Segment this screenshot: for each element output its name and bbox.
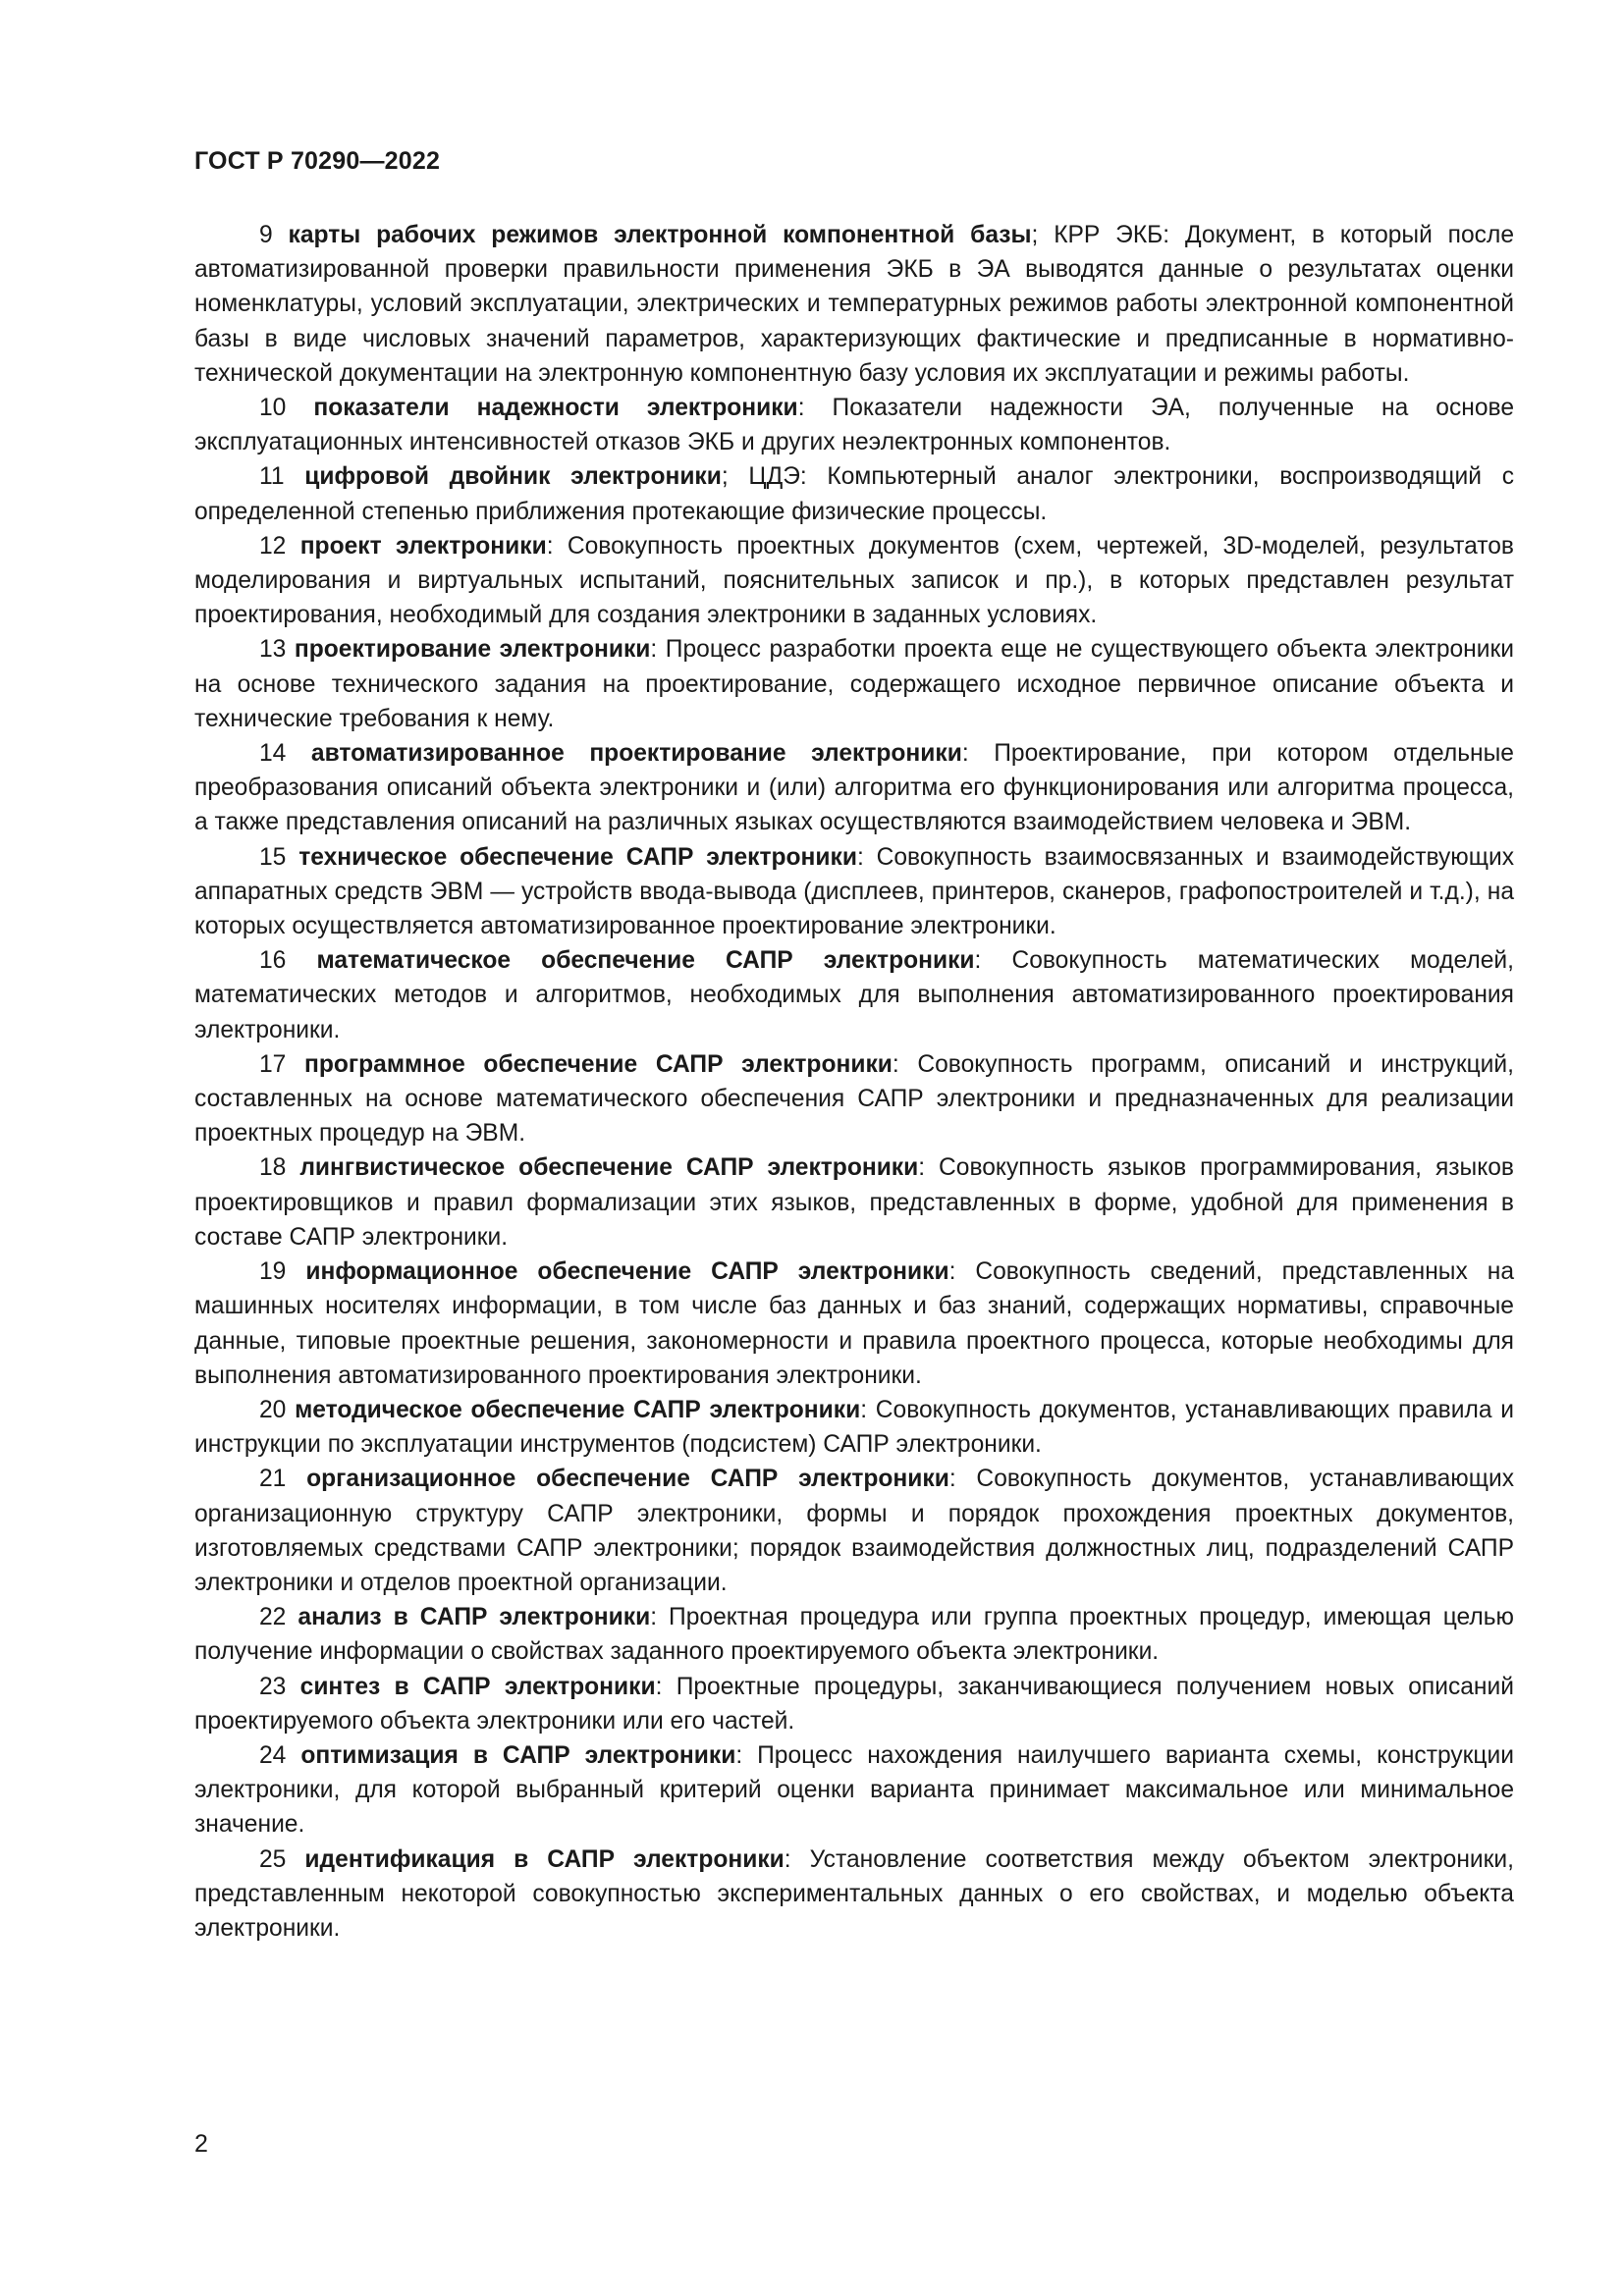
term-entry-14 (194, 736, 1514, 840)
term-entry-11 (194, 459, 1514, 528)
term-number: 9 (259, 222, 273, 248)
term-entry-23 (194, 1670, 1514, 1738)
term-entry-13 (194, 632, 1514, 736)
term-name: организационное обеспечение САПР электроники (306, 1466, 949, 1493)
term-definition: : Совокупность математических моделей, математических методов и алгоритмов, необходимых для выполнения автоматизированного проектирования электроники. (194, 947, 1514, 1043)
term-definition: : Совокупность взаимосвязанных и взаимодействующих аппаратных средств ЭВМ — устройств ввода-вывода (дисплеев, принтеров, сканеров, графопостроителей и т.д.), на которых осуществляется автоматизированное проектирование электроники. (194, 843, 1515, 940)
term-entry-19 (194, 1255, 1514, 1393)
terms-list (194, 218, 1514, 1946)
term-number: 19 (259, 1258, 287, 1286)
term-number: 11 (259, 463, 285, 491)
term-number: 18 (259, 1154, 287, 1182)
term-name: информационное обеспечение САПР электроники (305, 1258, 949, 1286)
term-name: показатели надежности электроники (313, 395, 798, 422)
page-number: 2 (194, 2130, 208, 2158)
term-entry-20 (194, 1393, 1514, 1462)
term-name: математическое обеспечение САПР электроники (316, 947, 975, 975)
term-definition: ; КРР ЭКБ: Документ, в который после автоматизированной проверки правильности применения ЭКБ в ЭА выводятся данные о результатах оценки номенклатуры, условий эксплуатации, электрических и температурных режимов работы электронной компонентной базы в виде числовых значений параметров, характеризующих фактические и предписанные в нормативно-технической документации на электронную компонентную базу условия их эксплуатации и режимы работы. (194, 222, 1514, 387)
term-definition: : Совокупность языков программирования, языков проектировщиков и правил формализации этих языков, представленных в форме, удобной для применения в составе САПР электроники. (194, 1154, 1514, 1251)
term-definition: : Процесс нахождения наилучшего варианта схемы, конструкции электроники, для которой выбранный критерий оценки варианта принимает максимальное или минимальное значение. (194, 1741, 1514, 1839)
term-entry-22 (194, 1600, 1514, 1669)
term-name: оптимизация в САПР электроники (300, 1741, 736, 1769)
term-definition: ; ЦДЭ: Компьютерный аналог электроники, воспроизводящий с определенной степенью приближения протекающие физические процессы. (194, 463, 1514, 525)
term-number: 20 (259, 1396, 287, 1423)
term-number: 15 (259, 843, 287, 871)
term-name: методическое обеспечение САПР электроники (295, 1396, 861, 1423)
term-definition: : Показатели надежности ЭА, полученные на основе эксплуатационных интенсивностей отказов ЭКБ и других неэлектронных компонентов. (194, 395, 1514, 456)
term-entry-12 (194, 529, 1514, 633)
term-entry-16 (194, 943, 1514, 1047)
term-number: 17 (259, 1050, 287, 1078)
term-entry-9 (194, 218, 1514, 391)
term-entry-21 (194, 1462, 1514, 1600)
term-number: 14 (259, 740, 287, 768)
term-name: анализ в САПР электроники (298, 1604, 651, 1631)
term-name: цифровой двойник электроники (304, 463, 722, 491)
term-name: синтез в САПР электроники (299, 1673, 656, 1700)
term-name: автоматизированное проектирование электроники (310, 740, 962, 768)
term-number: 16 (259, 947, 287, 975)
term-name: программное обеспечение САПР электроники (304, 1050, 893, 1078)
term-definition: : Установление соответствия между объектом электроники, представленным некоторой совокупностью экспериментальных данных о его свойствах, и моделью объекта электроники. (194, 1845, 1514, 1942)
term-number: 21 (259, 1466, 287, 1493)
term-definition: : Совокупность документов, устанавливающих организационную структуру САПР электроники, формы и порядок прохождения проектных документов, изготовляемых средствами САПР электроники; порядок взаимодействия должностных лиц, подразделений САПР электроники и отделов проектной организации. (194, 1466, 1514, 1596)
term-name: карты рабочих режимов электронной компонентной базы (288, 222, 1032, 248)
document-header: ГОСТ Р 70290—2022 (194, 147, 441, 175)
term-number: 12 (259, 532, 287, 560)
term-entry-15 (194, 840, 1514, 944)
term-number: 24 (259, 1741, 287, 1769)
term-entry-24 (194, 1738, 1514, 1842)
term-number: 22 (259, 1604, 287, 1631)
term-number: 25 (259, 1845, 287, 1873)
term-definition: : Совокупность сведений, представленных на машинных носителях информации, в том числе баз данных и баз знаний, содержащих нормативы, справочные данные, типовые проектные решения, закономерности и правила проектного процесса, которые необходимы для выполнения автоматизированного проектирования электроники. (194, 1258, 1514, 1389)
term-name: техническое обеспечение САПР электроники (298, 843, 857, 871)
term-definition: : Проектные процедуры, заканчивающиеся получением новых описаний проектируемого объекта электроники или его частей. (194, 1673, 1514, 1735)
term-number: 10 (259, 395, 287, 422)
term-definition: : Совокупность программ, описаний и инструкций, составленных на основе математического обеспечения САПР электроники и предназначенных для реализации проектных процедур на ЭВМ. (194, 1050, 1514, 1148)
term-name: проект электроники (299, 532, 547, 560)
term-definition: : Процесс разработки проекта еще не существующего объекта электроники на основе технического задания на проектирование, содержащего исходное первичное описание объекта и технические требования к нему. (194, 636, 1514, 732)
term-name: проектирование электроники (294, 636, 651, 664)
term-number: 13 (259, 636, 287, 664)
term-definition: : Совокупность проектных документов (схем, чертежей, 3D-моделей, результатов моделирования и виртуальных испытаний, пояснительных записок и пр.), в которых представлен результат проектирования, необходимый для создания электроники в заданных условиях. (194, 532, 1514, 629)
term-number: 23 (259, 1673, 287, 1700)
term-entry-10 (194, 391, 1514, 459)
term-definition: : Проектирование, при котором отдельные преобразования описаний объекта электроники и (или) алгоритма его функционирования или алгоритма процесса, а также представления описаний на различных языках осуществляются взаимодействием человека и ЭВМ. (194, 740, 1514, 836)
term-definition: : Проектная процедура или группа проектных процедур, имеющая целью получение информации о свойствах заданного проектируемого объекта электроники. (194, 1604, 1514, 1666)
term-name: лингвистическое обеспечение САПР электроники (299, 1154, 919, 1182)
term-name: идентификация в САПР электроники (304, 1845, 785, 1873)
term-entry-17 (194, 1047, 1514, 1151)
term-definition: : Совокупность документов, устанавливающих правила и инструкции по эксплуатации инструментов (подсистем) САПР электроники. (194, 1396, 1514, 1459)
term-entry-18 (194, 1150, 1514, 1255)
term-entry-25 (194, 1842, 1514, 1947)
